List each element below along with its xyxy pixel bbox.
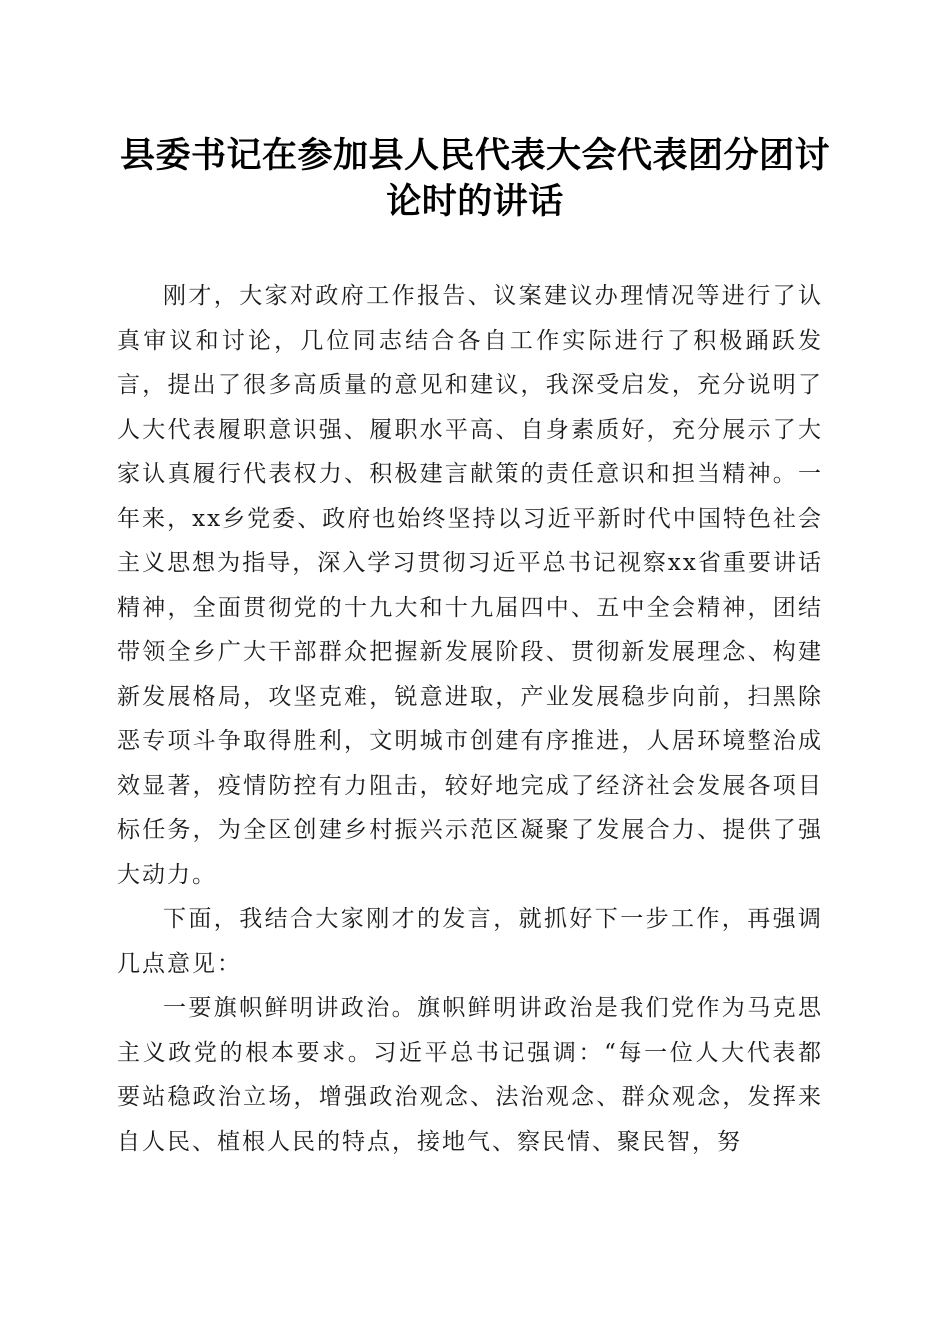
- document-body: [117, 274, 823, 1164]
- title-line-1: 县委书记在参加县人民代表大会代表团分团讨: [119, 135, 830, 176]
- title-line-2: 论时的讲话: [386, 181, 564, 222]
- paragraph-intro: 刚才，大家对政府工作报告、议案建议办理情况等进行了认真审议和讨论，几位同志结合各自工作实际进行了积极踊跃发言，提出了很多高质量的意见和建议，我深受启发，充分说明了人大代表履职意识强、履职水平高、自身素质好，充分展示了大家认真履行代表权力、积极建言献策的责任意识和担当精神。一年来，xx乡党委、政府也始终坚持以习近平新时代中国特色社会主义思想为指导，深入学习贯彻习近平总书记视察xx省重要讲话精神，全面贯彻党的十九大和十九届四中、五中全会精神，团结带领全乡广大干部群众把握新发展阶段、贯彻新发展理念、构建新发展格局，攻坚克难，锐意进取，产业发展稳步向前，扫黑除恶专项斗争取得胜利，文明城市创建有序推进，人居环境整治成效显著，疫情防控有力阻击，较好地完成了经济社会发展各项目标任务，为全区创建乡村振兴示范区凝聚了发展合力、提供了强大动力。: [117, 283, 823, 888]
- paragraph-point-one: 一要旗帜鲜明讲政治。旗帜鲜明讲政治是我们党作为马克思主义政党的根本要求。习近平总书记强调：“每一位人大代表都要站稳政治立场，增强政治观念、法治观念、群众观念，发挥来自人民、植根人民的特点，接地气、察民情、聚民智，努: [117, 995, 823, 1155]
- document-title: [100, 133, 850, 225]
- paragraph-transition: 下面，我结合大家刚才的发言，就抓好下一步工作，再强调几点意见：: [117, 906, 823, 977]
